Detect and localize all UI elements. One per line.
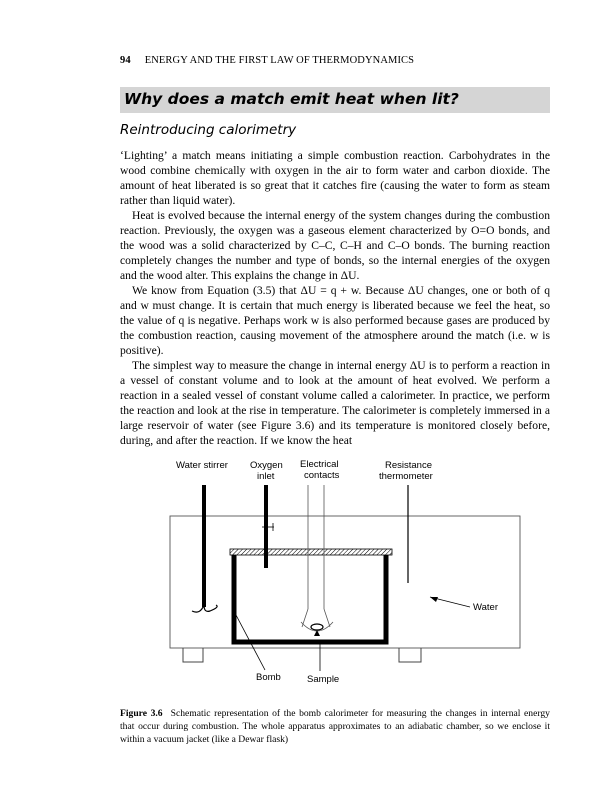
figure-number: Figure 3.6 [120,708,163,719]
paragraph: ‘Lighting’ a match means initiating a simple combustion reaction. Carbohydrates in the wood combine chemically with oxygen in the air to form water and carbon dioxide. The amount of heat liberated is so great that it catches fire (causing the water to form as steam rather than liquid water). [120,149,550,207]
caption-text: Schematic representation of the bomb calorimeter for measuring the changes in internal energy that occur during combustion. The whole apparatus approximates to an adiabatic chamber, so we enclose it within a vacuum jacket (like a Dewar flask) [120,708,550,745]
figure-caption [120,707,550,746]
label-electrical-line1: Electrical [300,459,339,470]
label-sample: Sample [307,674,340,685]
sample-cup [311,624,323,630]
body-text [120,148,550,448]
page-number: 94 [120,55,131,66]
label-bomb: Bomb [256,672,281,683]
paragraph: Heat is evolved because the internal energy of the system changes during the combustion reaction. Previously, the oxygen was a gaseous element characterized by O=O bonds, and the wood was a solid characterized by C–C, C–H and C–O bonds. The burning reaction completely changes the number and type of bonds, so the internal energies of the oxygen and the wood alter. This explains the change in ΔU. [120,209,550,282]
running-title: ENERGY AND THE FIRST LAW OF THERMODYNAMICS [144,55,415,66]
label-oxygen-line2: inlet [257,471,275,482]
water-reservoir [170,516,520,648]
calorimeter-diagram [120,455,550,687]
label-water-stirrer: Water stirrer [176,460,228,471]
running-head [120,55,550,66]
reservoir-foot [183,648,203,662]
label-oxygen-line1: Oxygen [250,460,283,471]
reservoir-foot [399,648,421,662]
section-subheading: Reintroducing calorimetry [120,122,297,138]
paragraph: The simplest way to measure the change in internal energy ΔU is to perform a reaction in a vessel of constant volume and to look at the amount of heat evolved. We perform a reaction in a sealed vessel of constant volume called a calorimeter. In practice, we perform the reaction and look at the rise in temperature. The calorimeter is completely immersed in a large reservoir of water (see Figure 3.6) and its temperature is monitored closely before, during, and after the reaction. If we know the heat [120,359,550,447]
label-water: Water [473,602,498,613]
label-resistance-line2: thermometer [379,471,433,482]
label-electrical-line2: contacts [304,470,340,481]
bomb-calorimeter-figure [120,455,550,687]
paragraph: We know from Equation (3.5) that ΔU = q + w. Because ΔU changes, one or both of q and w must change. It is certain that much energy is liberated because we feel the heat, so the value of q is negative. Perhaps work w is also performed because gases are produced by the combustion reaction, causing movement of the atmosphere around the match (i.e. w is positive). [120,284,550,357]
bomb-lid [230,549,392,555]
label-resistance-line1: Resistance [385,460,432,471]
box-title: Why does a match emit heat when lit? [120,87,550,113]
